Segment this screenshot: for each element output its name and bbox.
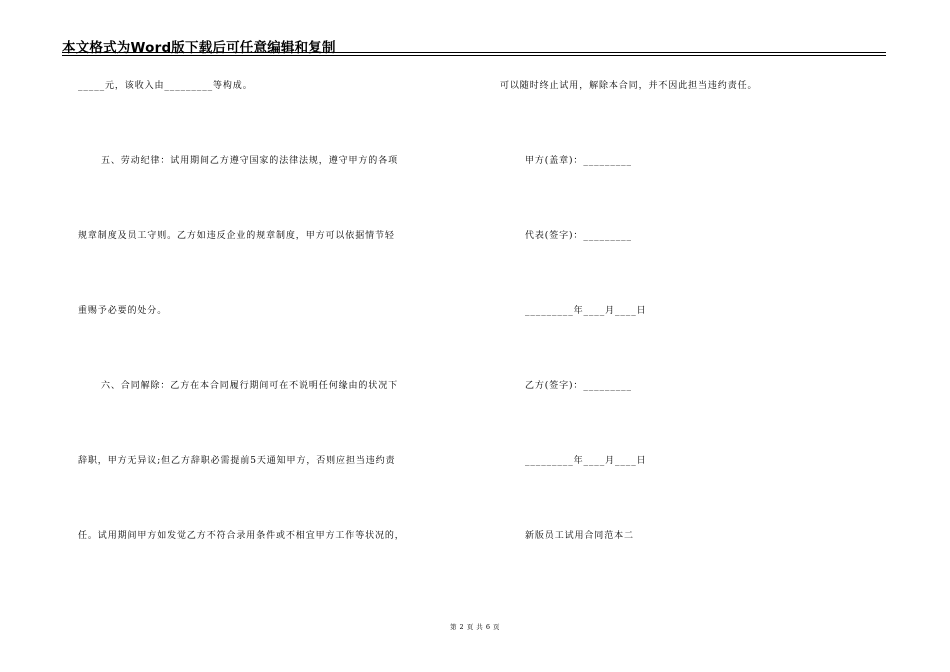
right-line-date-a: _________年____月____日 (525, 306, 647, 316)
header-divider-thin (62, 55, 886, 56)
right-line-representative: 代表(签字)：_________ (525, 231, 632, 241)
left-line-penalty: 重赐予必要的处分。 (78, 306, 168, 316)
left-line-discipline-heading: 五、劳动纪律：试用期间乙方遵守国家的法律法规，遵守甲方的各项 (101, 156, 399, 166)
right-line-template-two-title: 新版员工试用合同范本二 (525, 531, 634, 541)
left-line-probation: 任。试用期间甲方如发觉乙方不符合录用条件或不相宜甲方工作等状况的， (78, 531, 405, 541)
left-line-resignation: 辞职，甲方无异议;但乙方辞职必需提前5天通知甲方，否则应担当违约责 (78, 456, 396, 466)
right-line-terminate: 可以随时终止试用，解除本合同，并不因此担当违约责任。 (500, 81, 758, 91)
right-line-date-b: _________年____月____日 (525, 456, 647, 466)
header-divider-thick (62, 52, 886, 53)
right-line-party-b-signature: 乙方(签字)：_________ (525, 381, 632, 391)
document-header-title: 本文格式为Word版下载后可任意编辑和复制 (62, 40, 336, 56)
left-line-termination-heading: 六、合同解除：乙方在本合同履行期间可在不说明任何缘由的状况下 (101, 381, 399, 391)
right-line-party-a-seal: 甲方(盖章)：_________ (525, 156, 632, 166)
page-number-footer: 第 2 页 共 6 页 (449, 623, 501, 631)
left-line-income: _____元，该收入由_________等构成。 (78, 81, 253, 91)
left-line-rules: 规章制度及员工守则。乙方如违反企业的规章制度，甲方可以依据情节轻 (78, 231, 395, 241)
